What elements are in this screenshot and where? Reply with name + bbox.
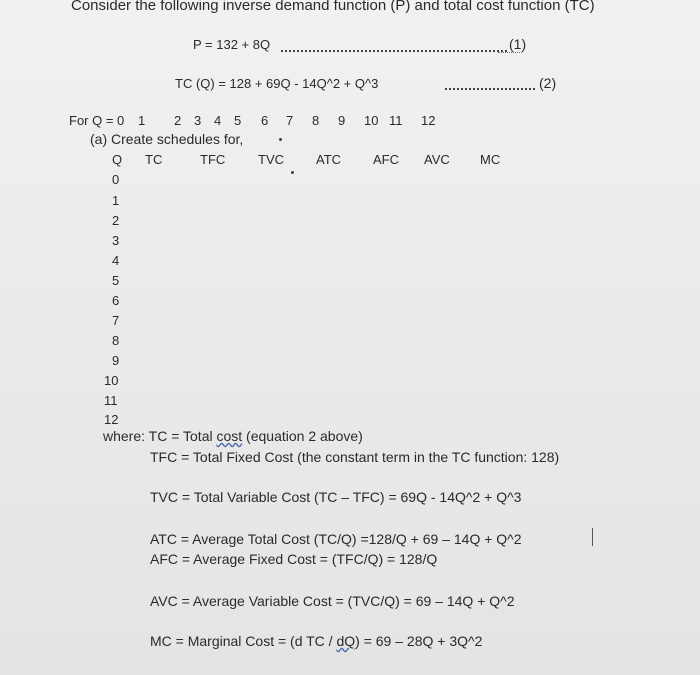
q-schedule-value: 8 [112,333,120,348]
q-range-value: 7 [286,113,294,128]
q-schedule-value: 6 [112,293,120,308]
q-range-value: 1 [138,113,146,128]
cost-equation: TC (Q) = 128 + 69Q - 14Q^2 + Q^3 [175,76,379,91]
demand-equation: P = 132 + 8Q [193,37,271,52]
q-range-value: 10 [364,113,379,128]
where-suffix: (equation 2 above) [242,428,363,444]
column-header-tfc: TFC [200,152,226,167]
dotted-underline-1 [498,52,522,53]
definition-afc: AFC = Average Fixed Cost = (TFC/Q) = 128/Q [150,551,438,567]
definition-tfc: TFC = Total Fixed Cost (the constant term in the TC function: 128) [150,449,560,465]
stray-mark [291,171,294,174]
stray-mark [279,138,282,141]
q-schedule-value: 2 [112,213,120,228]
q-schedule-value: 9 [112,353,120,368]
column-header-tc: TC [145,152,163,167]
q-schedule-value: 5 [112,273,120,288]
leader-dots-1 [281,50,507,52]
definition-tvc: TVC = Total Variable Cost (TC – TFC) = 69Q - 14Q^2 + Q^3 [150,489,522,505]
q-schedule-value: 10 [104,373,119,388]
q-range-value: 3 [194,113,202,128]
definition-mc [150,633,482,649]
definition-avc: AVC = Average Variable Cost = (TVC/Q) = 69 – 14Q + Q^2 [150,593,515,609]
q-schedule-value: 3 [112,233,120,248]
q-schedule-value: 11 [104,393,118,408]
definition-atc: ATC = Average Total Cost (TC/Q) =128/Q + 69 – 14Q + Q^2 [150,531,522,547]
q-range-prefix: For Q = 0 [69,113,125,128]
instruction-text: (a) Create schedules for, [90,131,244,147]
column-header-tvc: TVC [258,152,284,167]
q-range-value: 5 [234,113,242,128]
q-range-value: 6 [261,113,269,128]
q-range-value: 9 [338,113,346,128]
q-schedule-value: 1 [112,193,120,208]
leader-dots-2 [445,88,535,90]
mc-dq: dQ [336,633,356,649]
text-cursor-mark [592,528,593,546]
q-range-value: 2 [174,113,182,128]
column-header-mc: MC [480,152,501,167]
q-schedule-value: 4 [112,253,120,268]
q-schedule-value: 0 [112,172,120,187]
q-range-value: 4 [214,113,222,128]
where-line [103,428,363,444]
column-header-afc: AFC [373,152,399,167]
where-prefix: where: TC = Total [103,428,217,444]
column-header-avc: AVC [424,152,450,167]
equation-label-2: (2) [539,75,557,91]
q-schedule-value: 12 [104,412,119,427]
q-range-value: 12 [421,113,436,128]
problem-title: Consider the following inverse demand function (P) and total cost function (TC) [71,0,595,14]
column-header-q: Q [112,152,123,167]
mc-suffix: ) = 69 – 28Q + 3Q^2 [355,633,483,649]
mc-prefix: MC = Marginal Cost = (d TC / [150,633,337,649]
q-range-value: 11 [389,113,403,128]
column-header-atc: ATC [316,152,342,167]
q-schedule-value: 7 [112,313,120,328]
q-range-value: 8 [312,113,320,128]
equation-label-1: (1) [509,36,527,52]
where-cost-word: cost [216,428,243,444]
